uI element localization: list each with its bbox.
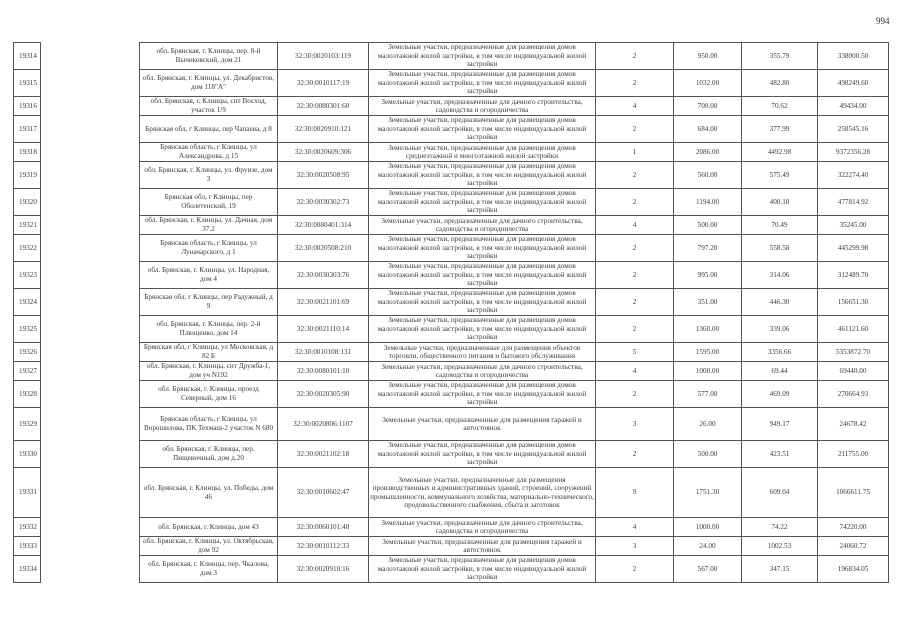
spacer-cell: [41, 162, 140, 189]
row-number: 19330: [14, 441, 41, 468]
specific-value-cell: 377.99: [742, 116, 818, 143]
address-cell: обл. Брянская, г. Клинцы, ул. Дачная, дом 37.2: [140, 216, 278, 235]
table-row: [14, 289, 889, 316]
row-number: 19314: [14, 43, 41, 70]
table-row: [14, 262, 889, 289]
table-row: [14, 441, 889, 468]
group-number-cell: 5: [596, 343, 674, 362]
group-number-cell: 2: [596, 289, 674, 316]
address-cell: обл. Брянская, г. Клинцы, проезд Северный, дом 16: [140, 381, 278, 408]
spacer-cell: [41, 316, 140, 343]
address-cell: Брянская обл, г Клинцы, ул Московская, д 82 Б: [140, 343, 278, 362]
table-row: [14, 362, 889, 381]
group-number-cell: 3: [596, 537, 674, 556]
spacer-cell: [41, 408, 140, 441]
area-cell: 2086.00: [674, 143, 742, 162]
specific-value-cell: 423.51: [742, 441, 818, 468]
cadastral-number-cell: 32:30:0021101:69: [278, 289, 369, 316]
table-row: [14, 537, 889, 556]
row-number: 19318: [14, 143, 41, 162]
land-use-purpose-cell: Земельные участки, предназначенные для размещения домов малоэтажной жилой застройки, в том числе индивидуальной жилой застройки: [369, 316, 596, 343]
group-number-cell: 2: [596, 70, 674, 97]
table-row: [14, 70, 889, 97]
cadastral-number-cell: 32:30:0020508:95: [278, 162, 369, 189]
area-cell: 1751.30: [674, 468, 742, 518]
cadastral-number-cell: 32:30:0080401:314: [278, 216, 369, 235]
cadastral-value-cell: 35245.00: [818, 216, 889, 235]
address-cell: Брянская область, г Клинцы, ул Луначарского, д 1: [140, 235, 278, 262]
table-row: [14, 343, 889, 362]
spacer-cell: [41, 556, 140, 583]
address-cell: обл. Брянская, г. Клинцы, ул. Победы, дом 46: [140, 468, 278, 518]
cadastral-value-cell: 258545.16: [818, 116, 889, 143]
specific-value-cell: 314.06: [742, 262, 818, 289]
table-row: [14, 316, 889, 343]
spacer-cell: [41, 262, 140, 289]
cadastral-register-table: [13, 42, 889, 583]
address-cell: обл. Брянская, г. Клинцы, снт Восход, участок 1/9: [140, 97, 278, 116]
area-cell: 351.00: [674, 289, 742, 316]
area-cell: 1194.00: [674, 189, 742, 216]
cadastral-value-cell: 1066611.75: [818, 468, 889, 518]
address-cell: Брянская обл, г Клинцы, пер Оболетенский, 19: [140, 189, 278, 216]
spacer-cell: [41, 537, 140, 556]
page-number: 994: [876, 16, 890, 26]
specific-value-cell: 69.44: [742, 362, 818, 381]
area-cell: 560.00: [674, 162, 742, 189]
table-row: [14, 162, 889, 189]
specific-value-cell: 1002.53: [742, 537, 818, 556]
group-number-cell: 4: [596, 518, 674, 537]
land-use-purpose-cell: Земельные участки, предназначенные для дачного строительства, садоводства и огородничества: [369, 216, 596, 235]
address-cell: обл. Брянская, г. Клинцы, пер. Пищевичный, дом д.20: [140, 441, 278, 468]
address-cell: обл. Брянская, г. Клинцы, ул. Октябрьская, дом 92: [140, 537, 278, 556]
group-number-cell: 2: [596, 262, 674, 289]
specific-value-cell: 3356.66: [742, 343, 818, 362]
area-cell: 700.00: [674, 97, 742, 116]
address-cell: Брянская обл, г Клинцы, пер Чапаева, д 8: [140, 116, 278, 143]
spacer-cell: [41, 116, 140, 143]
land-use-purpose-cell: Земельные участки, предназначенные для размещения домов малоэтажной жилой застройки, в том числе индивидуальной жилой застройки: [369, 262, 596, 289]
cadastral-number-cell: 32:30:0020806:1107: [278, 408, 369, 441]
land-use-purpose-cell: Земельные участки, предназначенные для размещения домов малоэтажной жилой застройки, в том числе индивидуальной жилой застройки: [369, 70, 596, 97]
area-cell: 567.00: [674, 556, 742, 583]
group-number-cell: 1: [596, 143, 674, 162]
cadastral-number-cell: 32:30:0020910:121: [278, 116, 369, 143]
address-cell: обл. Брянская, г. Клинцы, пер. Чкалова, дом 3: [140, 556, 278, 583]
cadastral-number-cell: 32:30:0020910:16: [278, 556, 369, 583]
spacer-cell: [41, 43, 140, 70]
land-use-purpose-cell: Земельные участки, предназначенные для размещения домов малоэтажной жилой застройки, в том числе индивидуальной жилой застройки: [369, 116, 596, 143]
land-use-purpose-cell: Земельные участки, предназначенные для размещения домов малоэтажной жилой застройки, в том числе индивидуальной жилой застройки: [369, 381, 596, 408]
row-number: 19329: [14, 408, 41, 441]
specific-value-cell: 609.04: [742, 468, 818, 518]
table-row: [14, 468, 889, 518]
table-row: [14, 518, 889, 537]
cadastral-value-cell: 156651.30: [818, 289, 889, 316]
cadastral-number-cell: 32:30:0020609:306: [278, 143, 369, 162]
specific-value-cell: 446.30: [742, 289, 818, 316]
spacer-cell: [41, 97, 140, 116]
spacer-cell: [41, 289, 140, 316]
row-number: 19319: [14, 162, 41, 189]
land-use-purpose-cell: Земельные участки, предназначенные для размещения домов среднеэтажной и многоэтажной жилой застройки: [369, 143, 596, 162]
row-number: 19325: [14, 316, 41, 343]
specific-value-cell: 400.18: [742, 189, 818, 216]
specific-value-cell: 575.49: [742, 162, 818, 189]
table-row: [14, 235, 889, 262]
cadastral-number-cell: 32:30:0010602:47: [278, 468, 369, 518]
spacer-cell: [41, 518, 140, 537]
area-cell: 1000.00: [674, 362, 742, 381]
area-cell: 950.00: [674, 43, 742, 70]
row-number: 19316: [14, 97, 41, 116]
cadastral-value-cell: 69440.00: [818, 362, 889, 381]
spacer-cell: [41, 362, 140, 381]
group-number-cell: 2: [596, 381, 674, 408]
spacer-cell: [41, 216, 140, 235]
cadastral-value-cell: 461121.60: [818, 316, 889, 343]
land-use-purpose-cell: Земельные участки, предназначенные для размещения домов малоэтажной жилой застройки, в том числе индивидуальной жилой застройки: [369, 43, 596, 70]
land-use-purpose-cell: Земельные участки, предназначенные для размещения домов малоэтажной жилой застройки, в том числе индивидуальной жилой застройки: [369, 556, 596, 583]
cadastral-value-cell: 270664.93: [818, 381, 889, 408]
specific-value-cell: 347.15: [742, 556, 818, 583]
specific-value-cell: 355.79: [742, 43, 818, 70]
land-use-purpose-cell: Земельные участки, предназначенные для размещения домов малоэтажной жилой застройки, в том числе индивидуальной жилой застройки: [369, 235, 596, 262]
cadastral-number-cell: 32:30:0060101:48: [278, 518, 369, 537]
spacer-cell: [41, 381, 140, 408]
cadastral-number-cell: 32:30:0080101:10: [278, 362, 369, 381]
spacer-cell: [41, 468, 140, 518]
row-number: 19315: [14, 70, 41, 97]
group-number-cell: 3: [596, 408, 674, 441]
land-use-purpose-cell: Земельные участки, предназначенные для размещения объектов торговли, общественного питания и бытового обслуживания: [369, 343, 596, 362]
address-cell: обл. Брянская, г. Клинцы, снт Дружба-1, дом уч N192: [140, 362, 278, 381]
area-cell: 684.00: [674, 116, 742, 143]
cadastral-number-cell: 32:30:0020508:210: [278, 235, 369, 262]
area-cell: 577.00: [674, 381, 742, 408]
group-number-cell: 4: [596, 216, 674, 235]
group-number-cell: 2: [596, 441, 674, 468]
specific-value-cell: 469.09: [742, 381, 818, 408]
table-row: [14, 97, 889, 116]
land-use-purpose-cell: Земельные участки, предназначенные для дачного строительства, садоводства и огородничества: [369, 362, 596, 381]
table-row: [14, 116, 889, 143]
cadastral-value-cell: 445299.98: [818, 235, 889, 262]
table-row: [14, 381, 889, 408]
row-number: 19333: [14, 537, 41, 556]
spacer-cell: [41, 343, 140, 362]
spacer-cell: [41, 143, 140, 162]
cadastral-value-cell: 322274.40: [818, 162, 889, 189]
group-number-cell: 2: [596, 43, 674, 70]
table-row: [14, 216, 889, 235]
cadastral-value-cell: 338000.50: [818, 43, 889, 70]
cadastral-number-cell: 32:30:0010112:33: [278, 537, 369, 556]
area-cell: 1360.00: [674, 316, 742, 343]
group-number-cell: 2: [596, 116, 674, 143]
cadastral-value-cell: 24060.72: [818, 537, 889, 556]
cadastral-value-cell: 312489.70: [818, 262, 889, 289]
cadastral-value-cell: 196834.05: [818, 556, 889, 583]
row-number: 19317: [14, 116, 41, 143]
land-use-purpose-cell: Земельные участки, предназначенные для размещения домов малоэтажной жилой застройки, в том числе индивидуальной жилой застройки: [369, 189, 596, 216]
cadastral-value-cell: 49434.00: [818, 97, 889, 116]
address-cell: Брянская обл, г Клинцы, пер Радужный, д 9: [140, 289, 278, 316]
specific-value-cell: 949.17: [742, 408, 818, 441]
group-number-cell: 2: [596, 162, 674, 189]
group-number-cell: 4: [596, 97, 674, 116]
specific-value-cell: 74.22: [742, 518, 818, 537]
address-cell: обл. Брянская, г. Клинцы, пер. 2-й Плющенко, дом 14: [140, 316, 278, 343]
row-number: 19322: [14, 235, 41, 262]
group-number-cell: 2: [596, 316, 674, 343]
address-cell: обл. Брянская, г. Клинцы, ул. Декабристов, дом 118"А": [140, 70, 278, 97]
address-cell: обл. Брянская, г. Клинцы, дом 43: [140, 518, 278, 537]
area-cell: 1000.00: [674, 518, 742, 537]
land-use-purpose-cell: Земельные участки, предназначенные для размещения домов малоэтажной жилой застройки, в том числе индивидуальной жилой застройки: [369, 289, 596, 316]
table-row: [14, 143, 889, 162]
spacer-cell: [41, 235, 140, 262]
land-use-purpose-cell: Земельные участки, предназначенные для размещения производственных и административных зданий, строений, сооружений промышленности, коммунального хозяйства, материально-технического, продовольственного снабжения, сбыта и заготовок: [369, 468, 596, 518]
group-number-cell: 9: [596, 468, 674, 518]
cadastral-number-cell: 32:30:0021110:14: [278, 316, 369, 343]
cadastral-number-cell: 32:30:0030303:76: [278, 262, 369, 289]
cadastral-number-cell: 32:30:0020305:90: [278, 381, 369, 408]
group-number-cell: 2: [596, 556, 674, 583]
area-cell: 500.00: [674, 216, 742, 235]
row-number: 19331: [14, 468, 41, 518]
row-number: 19328: [14, 381, 41, 408]
area-cell: 500.00: [674, 441, 742, 468]
table-row: [14, 408, 889, 441]
area-cell: 1595.00: [674, 343, 742, 362]
cadastral-number-cell: 32:30:0020103:119: [278, 43, 369, 70]
specific-value-cell: 482.80: [742, 70, 818, 97]
address-cell: Брянская область, г Клинцы, ул Александрова, д 15: [140, 143, 278, 162]
area-cell: 26.00: [674, 408, 742, 441]
address-cell: Брянская область, г Клинцы, ул Ворошилова, ПК Техмаш-2 участок N 680: [140, 408, 278, 441]
cadastral-number-cell: 32:30:0030302:73: [278, 189, 369, 216]
land-use-purpose-cell: Земельные участки, предназначенные для размещения гаражей и автостоянок: [369, 537, 596, 556]
spacer-cell: [41, 189, 140, 216]
address-cell: обл. Брянская, г. Клинцы, ул. Фрунзе, дом 3: [140, 162, 278, 189]
cadastral-number-cell: 32:30:0010117:19: [278, 70, 369, 97]
address-cell: обл. Брянская, г. Клинцы, ул. Народная, дом 4: [140, 262, 278, 289]
cadastral-number-cell: 32:30:0021102:18: [278, 441, 369, 468]
cadastral-value-cell: 9372356.28: [818, 143, 889, 162]
area-cell: 1032.00: [674, 70, 742, 97]
land-use-purpose-cell: Земельные участки, предназначенные для размещения гаражей и автостоянок: [369, 408, 596, 441]
specific-value-cell: 70.49: [742, 216, 818, 235]
row-number: 19332: [14, 518, 41, 537]
table-row: [14, 189, 889, 216]
address-cell: обл. Брянская, г. Клинцы, пер. 8-й Вычиковский, дом 21: [140, 43, 278, 70]
row-number: 19321: [14, 216, 41, 235]
row-number: 19323: [14, 262, 41, 289]
group-number-cell: 4: [596, 362, 674, 381]
table-row: [14, 43, 889, 70]
cadastral-value-cell: 477814.92: [818, 189, 889, 216]
specific-value-cell: 558.58: [742, 235, 818, 262]
cadastral-value-cell: 211755.00: [818, 441, 889, 468]
land-use-purpose-cell: Земельные участки, предназначенные для дачного строительства, садоводства и огородничества: [369, 518, 596, 537]
area-cell: 995.00: [674, 262, 742, 289]
land-use-purpose-cell: Земельные участки, предназначенные для размещения домов малоэтажной жилой застройки, в том числе индивидуальной жилой застройки: [369, 441, 596, 468]
specific-value-cell: 339.06: [742, 316, 818, 343]
row-number: 19334: [14, 556, 41, 583]
cadastral-value-cell: 498249.60: [818, 70, 889, 97]
cadastral-value-cell: 24678.42: [818, 408, 889, 441]
group-number-cell: 2: [596, 235, 674, 262]
area-cell: 797.20: [674, 235, 742, 262]
group-number-cell: 2: [596, 189, 674, 216]
table-row: [14, 556, 889, 583]
area-cell: 24.00: [674, 537, 742, 556]
cadastral-number-cell: 32:30:0080301:60: [278, 97, 369, 116]
row-number: 19320: [14, 189, 41, 216]
specific-value-cell: 4492.98: [742, 143, 818, 162]
row-number: 19324: [14, 289, 41, 316]
cadastral-value-cell: 5353872.70: [818, 343, 889, 362]
spacer-cell: [41, 441, 140, 468]
cadastral-number-cell: 32:30:0010108:131: [278, 343, 369, 362]
row-number: 19326: [14, 343, 41, 362]
land-use-purpose-cell: Земельные участки, предназначенные для размещения домов малоэтажной жилой застройки, в том числе индивидуальной жилой застройки: [369, 162, 596, 189]
land-use-purpose-cell: Земельные участки, предназначенные для дачного строительства, садоводства и огородничества: [369, 97, 596, 116]
specific-value-cell: 70.62: [742, 97, 818, 116]
row-number: 19327: [14, 362, 41, 381]
cadastral-value-cell: 74220.00: [818, 518, 889, 537]
spacer-cell: [41, 70, 140, 97]
